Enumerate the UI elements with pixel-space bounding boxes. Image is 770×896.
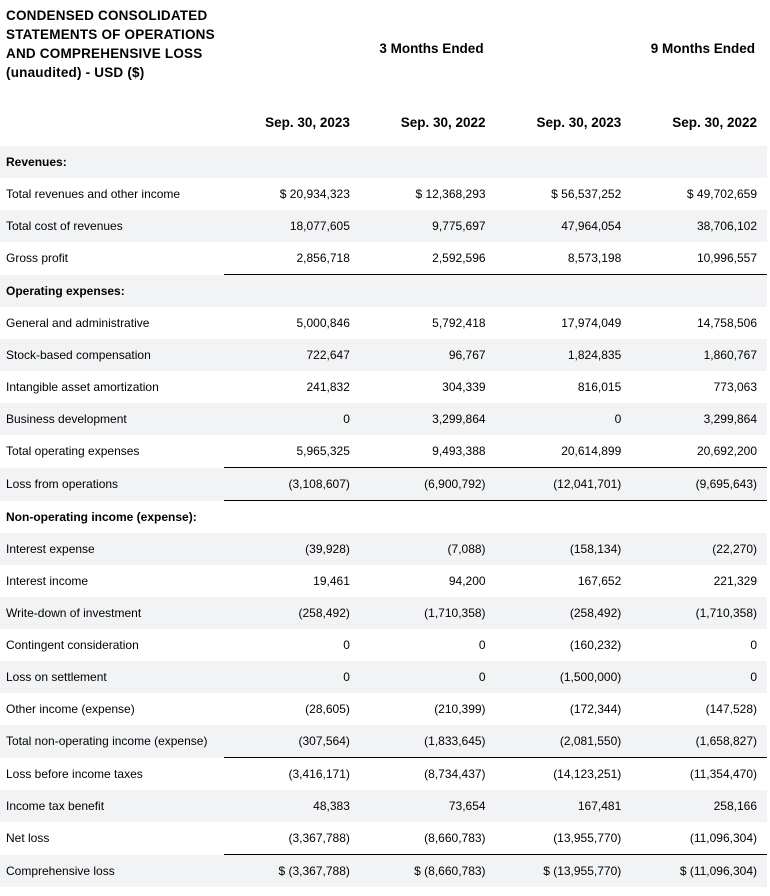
period-header-3-months: 3 Months Ended [379,41,484,56]
value-cell: 0 [631,661,767,693]
value-cell: 2,856,718 [296,251,350,265]
table-row [0,371,767,403]
value-cell: (7,088) [360,533,496,565]
value-cell: 0 [224,403,360,435]
value-cell: 0 [343,638,350,652]
table-row [0,822,767,855]
table-row [0,533,767,565]
value-cell: 3,299,864 [631,403,767,435]
row-label: Total revenues and other income [6,187,181,201]
value-cell: (1,658,827) [631,725,767,758]
value-cell: (3,367,788) [288,831,350,845]
section-header-row [0,146,767,178]
row-label: Comprehensive loss [0,855,224,888]
value-cell: 20,692,200 [696,444,757,458]
value-cell [224,146,360,178]
value-cell: (13,955,770) [553,831,622,845]
value-cell: (11,096,304) [689,831,757,845]
value-cell: (172,344) [569,702,622,716]
value-cell: (2,081,550) [496,725,632,758]
value-cell: (160,232) [569,638,622,652]
section-header-row [0,501,767,534]
table-row [0,725,767,758]
section-label: Operating expenses: [0,275,224,308]
value-cell: (1,500,000) [496,661,632,693]
table-row [0,210,767,242]
value-cell: 20,614,899 [561,444,622,458]
value-cell: (158,134) [496,533,632,565]
value-cell: 9,493,388 [432,444,486,458]
value-cell: $ (13,955,770) [496,855,632,888]
value-cell: 8,573,198 [567,251,622,265]
row-label: Total operating expenses [6,444,140,459]
value-cell [631,146,767,178]
value-cell: (8,734,437) [360,758,496,791]
value-cell: 5,965,325 [296,444,350,458]
statement-title: CONDENSED CONSOLIDATED STATEMENTS OF OPERATIONS AND COMPREHENSIVE LOSS (unaudited) - USD ($) [6,8,215,80]
value-cell: (258,492) [224,597,360,629]
value-cell: 17,974,049 [561,316,622,330]
value-cell: 9,775,697 [360,210,496,242]
value-cell: (8,660,783) [424,831,486,845]
table-row [0,693,767,725]
table-row [0,178,767,210]
value-cell: 19,461 [313,574,350,588]
value-cell [496,275,632,308]
value-cell: 2,592,596 [432,251,486,265]
value-cell: 5,000,846 [296,316,350,330]
value-cell: $ 20,934,323 [279,187,350,201]
value-cell: 167,481 [496,790,632,822]
value-cell: (210,399) [434,702,486,716]
date-header: Sep. 30, 2022 [672,115,757,130]
value-cell: 94,200 [448,574,486,588]
row-label: Write-down of investment [0,597,224,629]
value-cell: 1,824,835 [496,339,632,371]
value-cell: (258,492) [496,597,632,629]
value-cell: (1,710,358) [360,597,496,629]
value-cell: 73,654 [360,790,496,822]
row-label: Business development [0,403,224,435]
section-label: Non-operating income (expense): [6,509,197,524]
value-cell: (3,416,171) [224,758,360,791]
value-cell [224,501,360,534]
section-label: Revenues: [0,146,224,178]
value-cell: $ (11,096,304) [631,855,767,888]
value-cell: (6,900,792) [360,468,496,501]
value-cell: (1,833,645) [360,725,496,758]
row-label: Loss from operations [0,468,224,501]
value-cell: $ 49,702,659 [686,187,757,201]
table-row [0,597,767,629]
value-cell: (22,270) [631,533,767,565]
row-label: Other income (expense) [6,702,135,716]
value-cell: 38,706,102 [631,210,767,242]
value-cell: 0 [478,638,486,652]
header-row-periods [0,0,767,94]
value-cell [631,501,767,534]
row-label: Net loss [6,831,50,846]
value-cell: (147,528) [705,702,757,716]
value-cell: (39,928) [224,533,360,565]
value-cell: 0 [496,403,632,435]
row-label: Loss before income taxes [6,766,143,781]
value-cell [631,275,767,308]
table-row [0,435,767,468]
date-header: Sep. 30, 2023 [265,115,350,130]
value-cell: (11,354,470) [631,758,767,791]
value-cell: 48,383 [224,790,360,822]
table-row [0,468,767,501]
period-header-9-months: 9 Months Ended [650,41,755,56]
row-label: Loss on settlement [0,661,224,693]
value-cell: 18,077,605 [224,210,360,242]
row-label: Interest income [6,574,89,588]
section-header-row [0,275,767,308]
row-label: Gross profit [6,251,69,266]
table-row [0,403,767,435]
value-cell: 1,860,767 [631,339,767,371]
row-label: Contingent consideration [6,638,139,652]
table-row [0,629,767,661]
table-row [0,758,767,791]
value-cell: 14,758,506 [696,316,757,330]
value-cell: (307,564) [224,725,360,758]
value-cell: $ (8,660,783) [360,855,496,888]
table-row [0,565,767,597]
value-cell [360,501,496,534]
value-cell [360,275,496,308]
value-cell: $ 56,537,252 [551,187,622,201]
table-row [0,790,767,822]
statement-body [0,146,767,887]
value-cell: 96,767 [360,339,496,371]
value-cell: 5,792,418 [432,316,486,330]
value-cell: 221,329 [713,574,757,588]
row-label: Income tax benefit [0,790,224,822]
value-cell: 241,832 [306,380,350,394]
row-label: Interest expense [0,533,224,565]
value-cell: 0 [750,638,757,652]
value-cell: 722,647 [224,339,360,371]
value-cell: (28,605) [305,702,350,716]
value-cell: (1,710,358) [631,597,767,629]
table-row [0,661,767,693]
value-cell: 167,652 [577,574,622,588]
value-cell: (3,108,607) [224,468,360,501]
value-cell: 0 [360,661,496,693]
value-cell: $ (3,367,788) [224,855,360,888]
row-label: General and administrative [6,316,150,330]
value-cell: 10,996,557 [696,251,757,265]
table-row [0,307,767,339]
table-row [0,242,767,275]
value-cell: 258,166 [631,790,767,822]
value-cell: 304,339 [442,380,486,394]
value-cell [496,501,632,534]
value-cell: 816,015 [577,380,622,394]
value-cell: 0 [224,661,360,693]
row-label: Stock-based compensation [0,339,224,371]
value-cell [224,275,360,308]
value-cell: (12,041,701) [496,468,632,501]
table-row [0,339,767,371]
value-cell: (14,123,251) [496,758,632,791]
value-cell [360,146,496,178]
value-cell: 3,299,864 [360,403,496,435]
row-label: Total cost of revenues [0,210,224,242]
date-header: Sep. 30, 2023 [536,115,622,130]
value-cell: $ 12,368,293 [415,187,486,201]
table-row [0,855,767,888]
value-cell: 773,063 [713,380,757,394]
date-header: Sep. 30, 2022 [400,115,486,130]
row-label: Total non-operating income (expense) [0,725,224,758]
value-cell: (9,695,643) [631,468,767,501]
value-cell [496,146,632,178]
row-label: Intangible asset amortization [6,380,159,394]
value-cell: 47,964,054 [496,210,632,242]
